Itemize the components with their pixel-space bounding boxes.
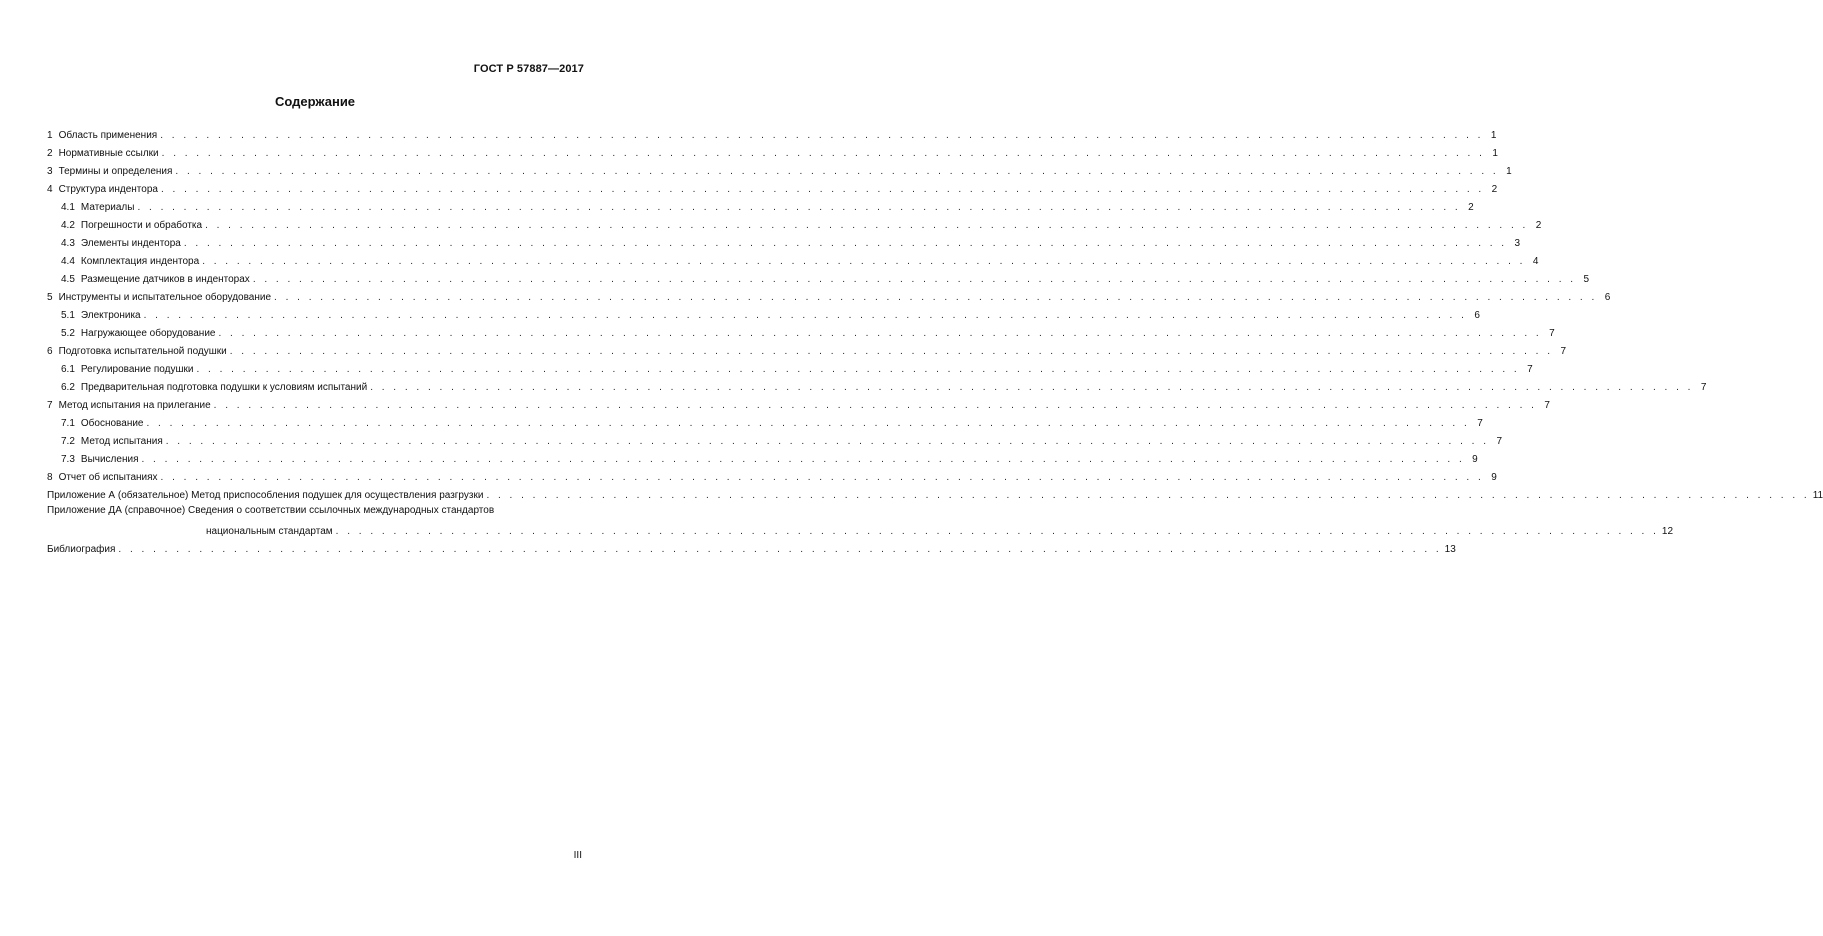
toc-entry-page: 6	[1604, 292, 1611, 303]
toc-entry-title: Библиография	[47, 544, 116, 555]
toc-entry-number: 5	[47, 292, 53, 303]
toc-entry-title: Область применения	[58, 130, 158, 141]
toc-leader-dots	[144, 310, 1467, 322]
toc-entry-page: 9	[1472, 454, 1478, 465]
document-header-code: ГОСТ Р 57887—2017	[473, 63, 584, 75]
toc-leader-dots	[336, 526, 1659, 538]
toc-entry-page: 1	[1490, 130, 1497, 141]
toc-entry-page: 7	[1477, 418, 1483, 429]
toc-entry-annex-a[interactable]	[47, 484, 1823, 502]
toc-entry-title-line1: Приложение ДА (справочное) Сведения о соответствии ссылочных международных стандартов	[47, 505, 495, 516]
toc-entry-title: Материалы	[80, 202, 135, 213]
toc-entry-page: 7	[1527, 364, 1533, 375]
toc-entry-page: 7	[1560, 346, 1566, 357]
toc-entry-title: Регулирование подушки	[80, 364, 194, 375]
toc-leader-dots	[214, 400, 1537, 412]
toc-entry-number: 1	[47, 130, 53, 141]
toc-entry[interactable]	[47, 358, 1533, 376]
toc-leader-dots	[141, 454, 1464, 466]
toc-leader-dots	[274, 292, 1597, 304]
toc-entry-title: Отчет об испытаниях	[58, 472, 158, 483]
toc-entry-page: 1	[1492, 148, 1498, 159]
toc-entry[interactable]	[47, 214, 1542, 232]
toc-entry-title: Вычисления	[80, 454, 139, 465]
toc-entry-page: 9	[1491, 472, 1497, 483]
toc-entry-number: 3	[47, 166, 53, 177]
toc-entry[interactable]	[47, 304, 1480, 322]
toc-entry[interactable]	[47, 232, 1521, 250]
toc-leader-dots	[202, 256, 1525, 268]
toc-entry[interactable]	[47, 412, 1483, 430]
toc-entry-number: 4.5	[61, 274, 75, 285]
toc-entry-page: 5	[1583, 274, 1590, 285]
toc-entry[interactable]	[47, 376, 1707, 394]
toc-entry-number: 4.3	[61, 238, 75, 249]
toc-leader-dots	[218, 328, 1541, 340]
toc-leader-dots	[161, 184, 1484, 196]
toc-leader-dots	[137, 202, 1460, 214]
toc-entry-title: Электроника	[80, 310, 141, 321]
toc-entry[interactable]	[47, 466, 1497, 484]
toc-entry[interactable]	[47, 340, 1566, 358]
toc-entry-title: Подготовка испытательной подушки	[58, 346, 227, 357]
toc-leader-dots	[370, 382, 1693, 394]
toc-entry[interactable]	[47, 124, 1497, 142]
toc-leader-dots	[196, 364, 1519, 376]
toc-entry[interactable]	[47, 448, 1478, 466]
toc-entry-title: Термины и определения	[58, 166, 173, 177]
toc-entry[interactable]	[47, 196, 1474, 214]
toc-entry-number: 6.1	[61, 364, 75, 375]
toc-entry-page: 2	[1468, 202, 1474, 213]
toc-entry-title: Инструменты и испытательное оборудование	[58, 292, 272, 303]
toc-entry[interactable]	[47, 160, 1512, 178]
toc-leader-dots	[486, 490, 1809, 502]
toc-heading: Содержание	[274, 94, 356, 109]
toc-leader-dots	[147, 418, 1470, 430]
toc-leader-dots	[161, 472, 1484, 484]
toc-entry-title: Структура индентора	[58, 184, 158, 195]
toc-entry-page: 1	[1506, 166, 1512, 177]
toc-entry-title: Приложение А (обязательное) Метод приспособления подушек для осуществления разгрузки	[47, 490, 484, 501]
toc-entry-number: 6.2	[61, 382, 75, 393]
toc-entry-title: Обоснование	[80, 418, 144, 429]
toc-entry-page: 2	[1535, 220, 1542, 231]
toc-entry-annex-da[interactable]	[47, 502, 1674, 538]
toc-leader-dots	[184, 238, 1507, 250]
toc-entry-number: 5.1	[61, 310, 75, 321]
toc-entry[interactable]	[47, 268, 1590, 286]
toc-entry[interactable]	[47, 430, 1502, 448]
toc-entry-number: 4.4	[61, 256, 75, 267]
page-number: III	[573, 850, 582, 861]
toc-entry-title: Нормативные ссылки	[58, 148, 159, 159]
toc-entry-page: 13	[1444, 544, 1456, 555]
toc-entry-bibliography[interactable]	[47, 538, 1456, 556]
toc-entry-title: Размещение датчиков в инденторах	[80, 274, 250, 285]
toc-leader-dots	[118, 544, 1441, 556]
toc-entry-number: 7	[47, 400, 53, 411]
toc-entry-number: 4	[47, 184, 53, 195]
toc-entry-title: Комплектация индентора	[80, 256, 200, 267]
toc-entry-page: 7	[1549, 328, 1555, 339]
toc-entry[interactable]	[47, 286, 1611, 304]
toc-entry[interactable]	[47, 250, 1539, 268]
toc-entry-number: 7.2	[61, 436, 75, 447]
toc-entry-page: 6	[1474, 310, 1480, 321]
table-of-contents	[47, 124, 1823, 556]
toc-leader-dots	[162, 148, 1485, 160]
toc-entry-page: 7	[1700, 382, 1707, 393]
toc-entry[interactable]	[47, 394, 1550, 412]
toc-entry-number: 2	[47, 148, 53, 159]
toc-entry-page: 11	[1812, 490, 1823, 501]
toc-entry-number: 4.1	[61, 202, 75, 213]
toc-entry-page: 3	[1514, 238, 1521, 249]
toc-entry-title-line2: национальным стандартам	[206, 526, 333, 537]
toc-leader-dots	[205, 220, 1528, 232]
toc-entry-page: 7	[1544, 400, 1550, 411]
toc-entry-page: 4	[1532, 256, 1539, 267]
toc-entry[interactable]	[47, 178, 1498, 196]
toc-entry-title: Метод испытания	[80, 436, 163, 447]
toc-entry-number: 7.3	[61, 454, 75, 465]
toc-entry-title: Нагружающее оборудование	[80, 328, 216, 339]
toc-leader-dots	[253, 274, 1576, 286]
toc-entry-title: Предварительная подготовка подушки к условиям испытаний	[80, 382, 368, 393]
toc-leader-dots	[230, 346, 1553, 358]
toc-entry-page: 7	[1496, 436, 1502, 447]
toc-entry-number: 7.1	[61, 418, 75, 429]
toc-leader-dots	[166, 436, 1489, 448]
toc-entry-number: 5.2	[61, 328, 75, 339]
toc-entry[interactable]	[47, 142, 1498, 160]
toc-leader-dots	[175, 166, 1498, 178]
toc-entry[interactable]	[47, 322, 1555, 340]
toc-entry-title: Элементы индентора	[80, 238, 181, 249]
toc-entry-number: 6	[47, 346, 53, 357]
toc-entry-page: 12	[1661, 526, 1674, 537]
toc-entry-number: 4.2	[61, 220, 75, 231]
toc-entry-page: 2	[1491, 184, 1498, 195]
toc-entry-title: Метод испытания на прилегание	[58, 400, 211, 411]
toc-entry-title: Погрешности и обработка	[80, 220, 203, 231]
toc-entries	[47, 124, 1707, 484]
toc-entry-number: 8	[47, 472, 53, 483]
toc-leader-dots	[160, 130, 1483, 142]
